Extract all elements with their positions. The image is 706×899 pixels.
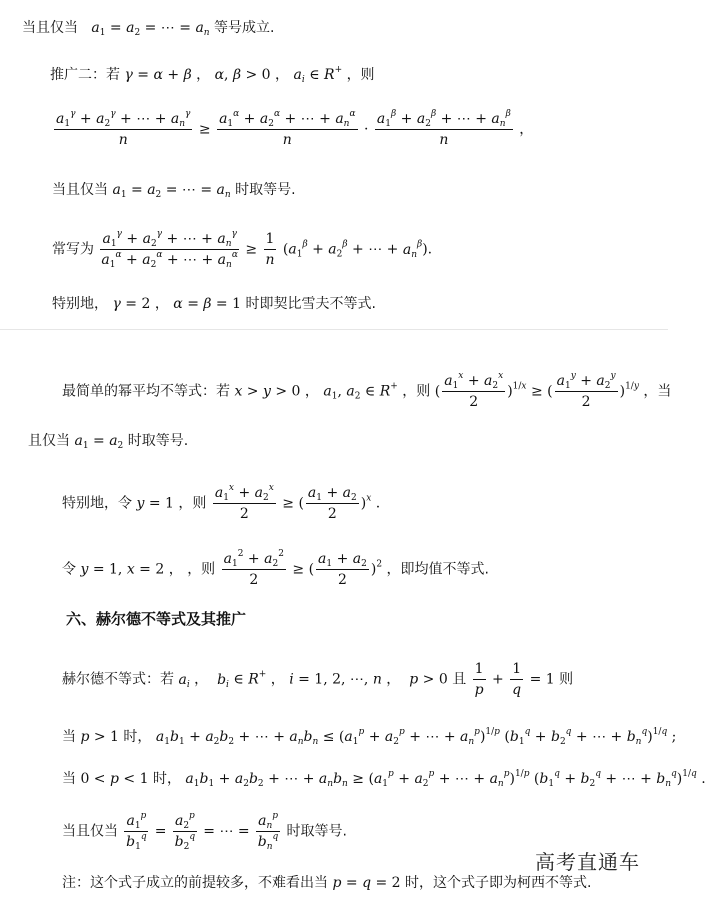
text: 推广二：若 [50,67,120,83]
text: 时取等号. [286,823,347,840]
watermark: 高考直通车 [535,850,640,874]
holder-equality: 当且仅当 $\frac{a_1^p}{b_1^q}$ = $\frac{a_2^p}{b_2^q}$ = ⋯ = $\frac{a_n^p}{b_n^q}$ 时取等号. [62,811,347,852]
text: 当 [62,771,76,787]
text: 特别地， [52,296,108,312]
note: 注：这个式子成立的前提较多，不难看出当 p = q = 2 时，这个式子即为柯西不等式. [62,875,592,891]
text: 时即契比雪夫不等式. [245,296,376,312]
special-2: 令 y = 1, x = 2 ， ，则 $\frac{a_1^2 + a_2^2}{2}$ ≥ ( $\frac{a_1 + a_2}{2}$ )$^2$ ，即均值不等式. [62,549,489,588]
formula-1: $\frac{a_1^\gamma + a_2^\gamma + \cdots + a_n^\gamma}{n}$ ≥ $\frac{a_1^\alpha + a_2^\alpha + \cdots + a_n^\alpha}{n}$ · $\frac{a_1^\beta + a_2^\beta + \cdots + a_n^\beta}{n}$ ， [56,109,534,148]
text: ，则 [187,561,216,578]
holder-case-2: 当 0 < p < 1 时， $a_1b_1 + a_2b_2$ + ⋯ + $a_nb_n \ge (a_1^p + a_2^p$ + ⋯ + $a_n^p)^{1/p}$ ($b_1^q + b_2^q$ + ⋯ + $b_n^q)^{1/q}$ . [62,769,706,789]
text: 时， [152,771,181,787]
text: ，当 [643,383,672,400]
power-mean: 最简单的幂平均不等式：若 x > y > 0 ， $a_1$, $a_2$ ∈ R+ ，则 ( $\frac{a_1^x + a_2^x}{2}$ )$^{1/x}$ ≥ ( $\frac{a_1^y + a_2^y}{2}$ )$^{1/y}$ ，当 [62,371,672,410]
text: 时取等号. [127,433,189,449]
text: 等号成立. [214,20,275,36]
formula-2: 常写为 $\frac{a_1^\gamma + a_2^\gamma + \cdots + a_n^\gamma}{a_1^\alpha + a_2^\alpha + \cdots + a_n^\alpha}$ ≥ $\frac{1}{n}$ ($a_1^\beta + a_2^\beta$ + ⋯ + $a_n^\beta$). [52,229,433,270]
special-chebyshev: 特别地， γ = 2 ， α = β = 1 时即契比雪夫不等式. [52,296,376,312]
text: ，则 [346,67,375,83]
text: 令 [62,561,76,578]
text: 时， [123,729,152,745]
text: 时，这个式子即为柯西不等式. [405,875,592,891]
section-heading: 六、赫尔德不等式及其推广 [66,610,247,628]
text: 当且仅当 [22,20,78,36]
holder-statement: 赫尔德不等式：若 $a_i$ ， $b_i$ ∈ R+ ， i = 1, 2, ⋯, n ， p > 0 且 $\frac{1}{p}$ + $\frac{1}{q}$ = 1 则 [62,661,574,698]
power-mean-eq: 且仅当 $a_1 = a_2$ 时取等号. [28,433,189,451]
text: ，则 [402,383,431,400]
text: ，则 [178,495,207,512]
text: 注：这个式子成立的前提较多，不难看出当 [62,875,328,891]
special-1: 特别地，令 y = 1 ，则 $\frac{a_1^x + a_2^x}{2}$ ≥ ( $\frac{a_1 + a_2}{2}$ )$^x$ . [62,483,381,522]
generalization-2: 推广二：若 γ = α + β ， α, β > 0 ， $a_i$ ∈ R+ ，则 [50,65,375,85]
holder-case-1: 当 p > 1 时， $a_1b_1 + a_2b_2$ + ⋯ + $a_nb_n \le (a_1^p + a_2^p$ + ⋯ + $a_n^p)^{1/p}$ ($b_1^q + b_2^q$ + ⋯ + $b_n^q)^{1/q}$ ; [62,727,677,747]
equality-line-2: 当且仅当 $a_1 = a_2$ = ⋯ = $a_n$ 时取等号. [52,182,296,200]
text: 赫尔德不等式：若 [62,671,174,688]
text: 时取等号. [235,182,296,198]
text: ，即均值不等式. [386,561,489,578]
text: 当且仅当 [52,182,108,198]
section-divider [0,329,668,330]
equality-line-1: 当且仅当 $a_1 = a_2$ = ⋯ = $a_n$ 等号成立. [22,20,275,38]
text: 则 [559,671,574,688]
text: 最简单的幂平均不等式：若 [62,383,230,400]
text: 当且仅当 [62,823,118,840]
text: 特别地，令 [62,495,132,512]
text: 且 [452,671,467,688]
text: 且仅当 [28,433,70,449]
text: 常写为 [52,241,94,258]
text: 当 [62,729,76,745]
